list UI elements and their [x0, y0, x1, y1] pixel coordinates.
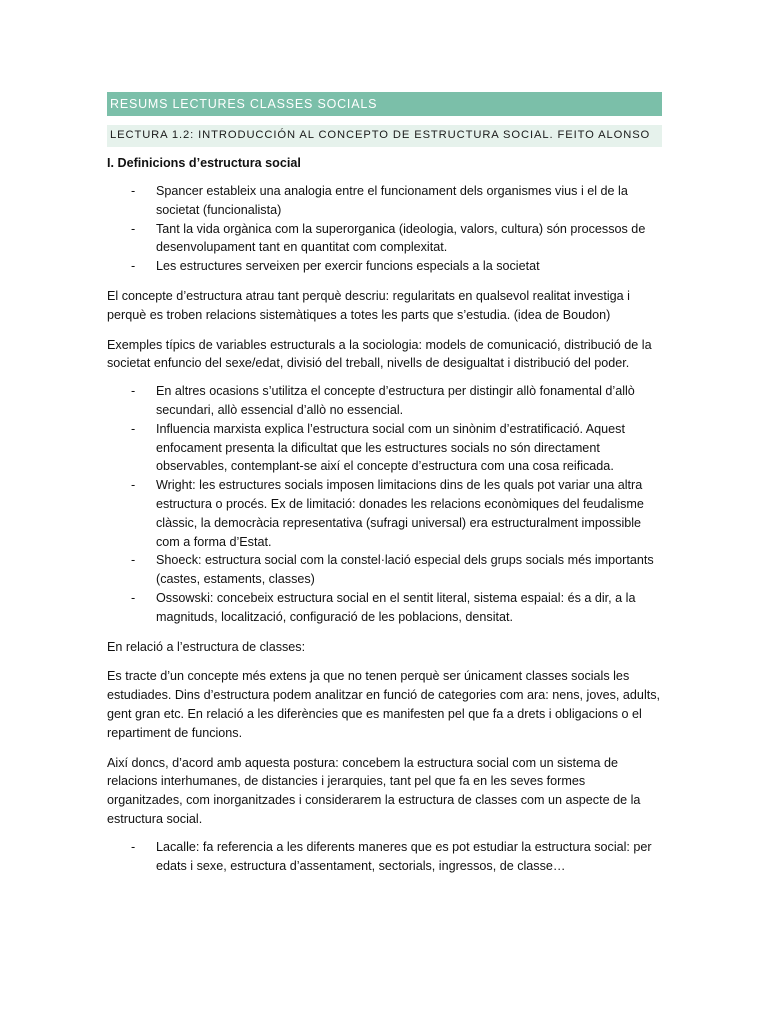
list-item-text: Shoeck: estructura social com la constel·lació especial dels grups socials més importants (castes, estaments, classes) [156, 553, 654, 587]
document-page [107, 92, 662, 875]
list-item-text: En altres ocasions s’utilitza el concepte d’estructura per distingir allò fonamental d’allò secundari, allò essencial d’allò no essencial. [156, 384, 635, 417]
section-heading: I. Definicions d’estructura social [107, 156, 301, 170]
paragraph: Així doncs, d’acord amb aquesta postura: concebem la estructura social com un sistema de relacions interhumanes, de distancies i jerarquies, tant pel que fa en les seves formes organitzades, com inorganitzades i considerarem la estructura de classes com un aspecte de la estructura social. [107, 755, 641, 826]
dash-bullet: - [131, 590, 136, 605]
dash-bullet: - [131, 421, 136, 436]
dash-bullet: - [131, 839, 136, 854]
paragraph: En relació a l’estructura de classes: [107, 639, 306, 654]
document-title: RESUMS LECTURES CLASSES SOCIALS [107, 92, 662, 116]
list-item [107, 551, 662, 589]
list-item [107, 589, 662, 627]
list-item-text: Ossowski: concebeix estructura social en el sentit literal, sistema espaial: és a dir, a la magnituds, localització, configuració de les poblacions, densitat. [156, 590, 636, 624]
list-item-text: Lacalle: fa referencia a les diferents maneres que es pot estudiar la estructura social: per edats i sexe, estructura d’assentament, sectorials, ingressos, de classe… [156, 839, 652, 873]
dash-bullet: - [131, 221, 136, 236]
list-item-text: Influencia marxista explica l’estructura social com un sinònim d’estratificació. Aquest enfocament presenta la dificultat que les estructures socials no són directament observables, contemplant-se així el concepte d’estructura com una cosa reificada. [156, 421, 625, 474]
dash-bullet: - [131, 478, 136, 493]
list-item [107, 382, 662, 420]
paragraph: Es tracte d’un concepte més extens ja que no tenen perquè ser únicament classes socials les estudiades. Dins d’estructura podem analitzar en funció de categories com ara: nens, joves, adults, gent gran etc. En relació a les diferències que es manifesten pel que fa a drets i obligacions o el repartiment de funcions. [107, 669, 661, 740]
list-item-text: Wright: les estructures socials imposen limitacions dins de les quals pot variar una altra estructura o procés. Ex de limitació: donades les relacions econòmiques del feudalisme clàssic, la democràcia representativa (sufragi universal) era estructuralment impossible com a forma d’Estat. [156, 478, 644, 549]
paragraph: Exemples típics de variables estructurals a la sociologia: models de comunicació, distribució de la societat enfuncio del sexe/edat, divisió del treball, nivells de desigualtat i distribució del poder. [107, 337, 652, 371]
list-item-text: Les estructures serveixen per exercir funcions especials a la societat [156, 259, 540, 274]
list-item [107, 220, 662, 258]
list-item [107, 420, 662, 476]
dash-bullet: - [131, 553, 136, 568]
list-item [107, 182, 662, 220]
bullet-list-1 [107, 182, 662, 276]
dash-bullet: - [131, 384, 136, 399]
bullet-list-2 [107, 382, 662, 626]
list-item [107, 476, 662, 551]
dash-bullet: - [131, 184, 136, 198]
dash-bullet: - [131, 259, 136, 274]
bullet-list-3 [107, 838, 662, 876]
paragraph: El concepte d’estructura atrau tant perquè descriu: regularitats en qualsevol realitat investiga i perquè es troben relacions sistemàtiques a totes les parts que s’estudia. (idea de Boudon) [107, 288, 630, 322]
reading-subtitle: LECTURA 1.2: INTRODUCCIÓN AL CONCEPTO DE ESTRUCTURA SOCIAL. FEITO ALONSO [107, 125, 662, 147]
list-item [107, 838, 662, 876]
list-item-text: Tant la vida orgànica com la superorganica (ideologia, valors, cultura) són processos de desenvolupament tant en quantitat com complexitat. [156, 221, 646, 255]
list-item-text: Spancer estableix una analogia entre el funcionament dels organismes vius i el de la societat (funcionalista) [156, 184, 628, 217]
list-item [107, 257, 662, 276]
